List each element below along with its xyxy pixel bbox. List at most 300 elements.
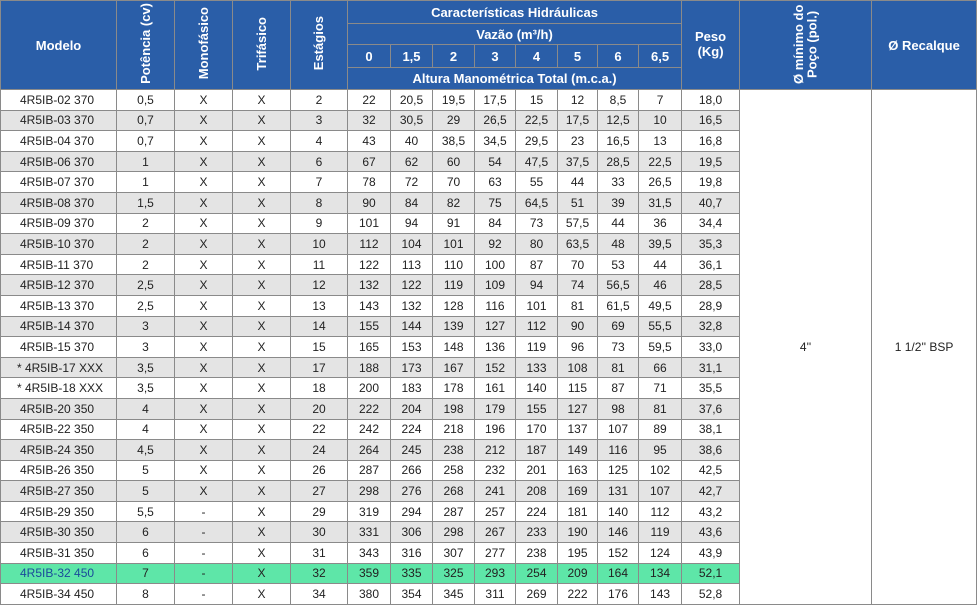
power-cell: 2 xyxy=(117,234,175,255)
flow-value: 6,5 xyxy=(639,45,682,68)
power-cell: 3 xyxy=(117,337,175,358)
model-cell: 4R5IB-09 370 xyxy=(1,213,117,234)
head-value-cell: 196 xyxy=(475,419,516,440)
head-value-cell: 198 xyxy=(433,398,475,419)
mono-cell: X xyxy=(175,90,233,111)
model-cell: 4R5IB-15 370 xyxy=(1,337,117,358)
power-cell: 1 xyxy=(117,151,175,172)
head-value-cell: 29,5 xyxy=(516,131,558,152)
head-value-cell: 140 xyxy=(516,378,558,399)
stages-cell: 2 xyxy=(291,90,348,111)
head-value-cell: 287 xyxy=(348,460,391,481)
model-cell: 4R5IB-03 370 xyxy=(1,110,117,131)
head-value-cell: 125 xyxy=(598,460,639,481)
head-value-cell: 48 xyxy=(598,234,639,255)
head-value-cell: 116 xyxy=(475,295,516,316)
head-value-cell: 212 xyxy=(475,440,516,461)
model-cell: 4R5IB-11 370 xyxy=(1,254,117,275)
col-header-tri-label: Trifásico xyxy=(253,16,269,71)
head-value-cell: 82 xyxy=(433,192,475,213)
tri-cell: X xyxy=(233,563,291,584)
head-value-cell: 204 xyxy=(391,398,433,419)
weight-cell: 40,7 xyxy=(682,192,740,213)
head-value-cell: 115 xyxy=(558,378,598,399)
tri-cell: X xyxy=(233,213,291,234)
head-value-cell: 51 xyxy=(558,192,598,213)
head-value-cell: 49,5 xyxy=(639,295,682,316)
mono-cell: X xyxy=(175,357,233,378)
head-value-cell: 139 xyxy=(433,316,475,337)
head-value-cell: 13 xyxy=(639,131,682,152)
tri-cell: X xyxy=(233,440,291,461)
mono-cell: X xyxy=(175,378,233,399)
head-value-cell: 188 xyxy=(348,357,391,378)
head-value-cell: 30,5 xyxy=(391,110,433,131)
col-header-well-diameter xyxy=(740,1,872,90)
head-value-cell: 80 xyxy=(516,234,558,255)
head-value-cell: 155 xyxy=(348,316,391,337)
tri-cell: X xyxy=(233,131,291,152)
head-value-cell: 74 xyxy=(558,275,598,296)
col-header-power xyxy=(117,1,175,90)
head-value-cell: 169 xyxy=(558,481,598,502)
power-cell: 8 xyxy=(117,584,175,605)
mono-cell: X xyxy=(175,337,233,358)
head-value-cell: 137 xyxy=(558,419,598,440)
model-cell: 4R5IB-32 450 xyxy=(1,563,117,584)
model-cell: 4R5IB-20 350 xyxy=(1,398,117,419)
power-cell: 4,5 xyxy=(117,440,175,461)
head-value-cell: 254 xyxy=(516,563,558,584)
head-value-cell: 36 xyxy=(639,213,682,234)
stages-cell: 12 xyxy=(291,275,348,296)
mono-cell: X xyxy=(175,440,233,461)
head-value-cell: 29 xyxy=(433,110,475,131)
power-cell: 1 xyxy=(117,172,175,193)
stages-cell: 34 xyxy=(291,584,348,605)
head-value-cell: 319 xyxy=(348,501,391,522)
head-value-cell: 232 xyxy=(475,460,516,481)
weight-cell: 32,8 xyxy=(682,316,740,337)
head-value-cell: 102 xyxy=(639,460,682,481)
mono-cell: X xyxy=(175,275,233,296)
head-value-cell: 26,5 xyxy=(475,110,516,131)
col-header-power-label: Potência (cv) xyxy=(137,3,153,84)
head-value-cell: 178 xyxy=(433,378,475,399)
head-value-cell: 307 xyxy=(433,543,475,564)
head-value-cell: 57,5 xyxy=(558,213,598,234)
head-value-cell: 316 xyxy=(391,543,433,564)
head-value-cell: 60 xyxy=(433,151,475,172)
head-value-cell: 218 xyxy=(433,419,475,440)
weight-cell: 38,1 xyxy=(682,419,740,440)
head-value-cell: 17,5 xyxy=(558,110,598,131)
head-value-cell: 222 xyxy=(558,584,598,605)
head-value-cell: 66 xyxy=(639,357,682,378)
head-value-cell: 298 xyxy=(348,481,391,502)
head-value-cell: 173 xyxy=(391,357,433,378)
head-value-cell: 62 xyxy=(391,151,433,172)
head-value-cell: 33 xyxy=(598,172,639,193)
col-header-stages xyxy=(291,1,348,90)
tri-cell: X xyxy=(233,501,291,522)
tri-cell: X xyxy=(233,584,291,605)
mono-cell: X xyxy=(175,172,233,193)
tri-cell: X xyxy=(233,295,291,316)
head-value-cell: 98 xyxy=(598,398,639,419)
power-cell: 4 xyxy=(117,419,175,440)
head-value-cell: 143 xyxy=(639,584,682,605)
head-value-cell: 90 xyxy=(558,316,598,337)
head-value-cell: 12 xyxy=(558,90,598,111)
head-value-cell: 208 xyxy=(516,481,558,502)
power-cell: 2 xyxy=(117,213,175,234)
head-value-cell: 161 xyxy=(475,378,516,399)
head-value-cell: 32 xyxy=(348,110,391,131)
head-value-cell: 238 xyxy=(516,543,558,564)
tri-cell: X xyxy=(233,316,291,337)
head-value-cell: 7 xyxy=(639,90,682,111)
stages-cell: 14 xyxy=(291,316,348,337)
tri-cell: X xyxy=(233,234,291,255)
head-value-cell: 107 xyxy=(639,481,682,502)
stages-cell: 31 xyxy=(291,543,348,564)
head-value-cell: 92 xyxy=(475,234,516,255)
tri-cell: X xyxy=(233,357,291,378)
head-value-cell: 359 xyxy=(348,563,391,584)
model-cell: 4R5IB-02 370 xyxy=(1,90,117,111)
head-value-cell: 26,5 xyxy=(639,172,682,193)
head-value-cell: 22,5 xyxy=(639,151,682,172)
head-value-cell: 87 xyxy=(516,254,558,275)
head-value-cell: 96 xyxy=(558,337,598,358)
head-value-cell: 276 xyxy=(391,481,433,502)
power-cell: 2,5 xyxy=(117,295,175,316)
head-value-cell: 164 xyxy=(598,563,639,584)
stages-cell: 22 xyxy=(291,419,348,440)
model-cell: 4R5IB-07 370 xyxy=(1,172,117,193)
head-value-cell: 69 xyxy=(598,316,639,337)
head-value-cell: 81 xyxy=(639,398,682,419)
head-value-cell: 37,5 xyxy=(558,151,598,172)
head-value-cell: 107 xyxy=(598,419,639,440)
mono-cell: X xyxy=(175,295,233,316)
power-cell: 6 xyxy=(117,543,175,564)
head-value-cell: 224 xyxy=(391,419,433,440)
head-value-cell: 170 xyxy=(516,419,558,440)
well-diameter-cell: 4'' xyxy=(740,90,872,605)
power-cell: 4 xyxy=(117,398,175,419)
power-cell: 0,7 xyxy=(117,131,175,152)
head-value-cell: 61,5 xyxy=(598,295,639,316)
head-value-cell: 70 xyxy=(558,254,598,275)
model-cell: 4R5IB-10 370 xyxy=(1,234,117,255)
head-value-cell: 277 xyxy=(475,543,516,564)
head-value-cell: 257 xyxy=(475,501,516,522)
head-value-cell: 59,5 xyxy=(639,337,682,358)
stages-cell: 32 xyxy=(291,563,348,584)
head-value-cell: 91 xyxy=(433,213,475,234)
head-value-cell: 134 xyxy=(639,563,682,584)
tri-cell: X xyxy=(233,90,291,111)
model-cell: 4R5IB-06 370 xyxy=(1,151,117,172)
model-cell: 4R5IB-08 370 xyxy=(1,192,117,213)
head-value-cell: 354 xyxy=(391,584,433,605)
head-value-cell: 112 xyxy=(348,234,391,255)
head-value-cell: 269 xyxy=(516,584,558,605)
head-value-cell: 181 xyxy=(558,501,598,522)
head-value-cell: 242 xyxy=(348,419,391,440)
weight-cell: 43,9 xyxy=(682,543,740,564)
head-value-cell: 94 xyxy=(391,213,433,234)
head-value-cell: 44 xyxy=(558,172,598,193)
head-value-cell: 100 xyxy=(475,254,516,275)
head-value-cell: 23 xyxy=(558,131,598,152)
flow-value: 6 xyxy=(598,45,639,68)
stages-cell: 27 xyxy=(291,481,348,502)
head-value-cell: 46 xyxy=(639,275,682,296)
power-cell: 5,5 xyxy=(117,501,175,522)
head-value-cell: 20,5 xyxy=(391,90,433,111)
head-value-cell: 53 xyxy=(598,254,639,275)
tri-cell: X xyxy=(233,460,291,481)
head-value-cell: 258 xyxy=(433,460,475,481)
model-cell: 4R5IB-04 370 xyxy=(1,131,117,152)
head-value-cell: 44 xyxy=(598,213,639,234)
weight-cell: 52,1 xyxy=(682,563,740,584)
stages-cell: 4 xyxy=(291,131,348,152)
head-value-cell: 112 xyxy=(639,501,682,522)
stages-cell: 3 xyxy=(291,110,348,131)
model-cell: 4R5IB-29 350 xyxy=(1,501,117,522)
model-cell: 4R5IB-22 350 xyxy=(1,419,117,440)
head-value-cell: 127 xyxy=(558,398,598,419)
head-value-cell: 245 xyxy=(391,440,433,461)
head-value-cell: 148 xyxy=(433,337,475,358)
weight-cell: 43,2 xyxy=(682,501,740,522)
head-value-cell: 109 xyxy=(475,275,516,296)
head-value-cell: 183 xyxy=(391,378,433,399)
head-value-cell: 119 xyxy=(639,522,682,543)
stages-cell: 15 xyxy=(291,337,348,358)
head-value-cell: 54 xyxy=(475,151,516,172)
power-cell: 6 xyxy=(117,522,175,543)
tri-cell: X xyxy=(233,254,291,275)
head-value-cell: 222 xyxy=(348,398,391,419)
head-value-cell: 101 xyxy=(433,234,475,255)
stages-cell: 10 xyxy=(291,234,348,255)
head-value-cell: 81 xyxy=(598,357,639,378)
head-value-cell: 28,5 xyxy=(598,151,639,172)
head-value-cell: 89 xyxy=(639,419,682,440)
model-cell: 4R5IB-26 350 xyxy=(1,460,117,481)
head-value-cell: 152 xyxy=(475,357,516,378)
model-cell: * 4R5IB-17 XXX xyxy=(1,357,117,378)
stages-cell: 30 xyxy=(291,522,348,543)
head-value-cell: 108 xyxy=(558,357,598,378)
head-value-cell: 152 xyxy=(598,543,639,564)
weight-cell: 37,6 xyxy=(682,398,740,419)
stages-cell: 6 xyxy=(291,151,348,172)
power-cell: 0,5 xyxy=(117,90,175,111)
weight-cell: 19,8 xyxy=(682,172,740,193)
power-cell: 5 xyxy=(117,481,175,502)
model-cell: 4R5IB-34 450 xyxy=(1,584,117,605)
head-value-cell: 131 xyxy=(598,481,639,502)
head-value-cell: 55,5 xyxy=(639,316,682,337)
head-value-cell: 267 xyxy=(475,522,516,543)
power-cell: 2,5 xyxy=(117,275,175,296)
flow-value: 5 xyxy=(558,45,598,68)
head-value-cell: 70 xyxy=(433,172,475,193)
head-value-cell: 136 xyxy=(475,337,516,358)
head-value-cell: 113 xyxy=(391,254,433,275)
head-value-cell: 146 xyxy=(598,522,639,543)
col-header-mono-label: Monofásico xyxy=(195,7,211,80)
stages-cell: 26 xyxy=(291,460,348,481)
col-header-hydraulics: Características Hidráulicas xyxy=(348,1,682,24)
head-value-cell: 343 xyxy=(348,543,391,564)
head-value-cell: 122 xyxy=(391,275,433,296)
head-value-cell: 119 xyxy=(516,337,558,358)
head-value-cell: 264 xyxy=(348,440,391,461)
head-value-cell: 132 xyxy=(348,275,391,296)
head-value-cell: 73 xyxy=(598,337,639,358)
col-header-model: Modelo xyxy=(1,1,117,90)
weight-cell: 38,6 xyxy=(682,440,740,461)
weight-cell: 28,9 xyxy=(682,295,740,316)
head-value-cell: 195 xyxy=(558,543,598,564)
head-value-cell: 153 xyxy=(391,337,433,358)
head-value-cell: 325 xyxy=(433,563,475,584)
head-value-cell: 16,5 xyxy=(598,131,639,152)
head-value-cell: 331 xyxy=(348,522,391,543)
head-value-cell: 38,5 xyxy=(433,131,475,152)
head-value-cell: 22 xyxy=(348,90,391,111)
stages-cell: 11 xyxy=(291,254,348,275)
head-value-cell: 133 xyxy=(516,357,558,378)
head-value-cell: 22,5 xyxy=(516,110,558,131)
head-value-cell: 187 xyxy=(516,440,558,461)
head-value-cell: 119 xyxy=(433,275,475,296)
tri-cell: X xyxy=(233,378,291,399)
head-value-cell: 298 xyxy=(433,522,475,543)
head-value-cell: 19,5 xyxy=(433,90,475,111)
head-value-cell: 380 xyxy=(348,584,391,605)
head-value-cell: 84 xyxy=(391,192,433,213)
head-value-cell: 43 xyxy=(348,131,391,152)
table-body xyxy=(1,90,977,605)
head-value-cell: 101 xyxy=(348,213,391,234)
head-value-cell: 209 xyxy=(558,563,598,584)
weight-cell: 16,5 xyxy=(682,110,740,131)
power-cell: 5 xyxy=(117,460,175,481)
head-value-cell: 112 xyxy=(516,316,558,337)
head-value-cell: 94 xyxy=(516,275,558,296)
head-value-cell: 95 xyxy=(639,440,682,461)
head-value-cell: 122 xyxy=(348,254,391,275)
power-cell: 1,5 xyxy=(117,192,175,213)
tri-cell: X xyxy=(233,110,291,131)
head-value-cell: 47,5 xyxy=(516,151,558,172)
head-value-cell: 84 xyxy=(475,213,516,234)
stages-cell: 17 xyxy=(291,357,348,378)
head-value-cell: 75 xyxy=(475,192,516,213)
model-cell: 4R5IB-31 350 xyxy=(1,543,117,564)
weight-cell: 43,6 xyxy=(682,522,740,543)
model-cell: 4R5IB-12 370 xyxy=(1,275,117,296)
flow-value: 3 xyxy=(475,45,516,68)
mono-cell: X xyxy=(175,460,233,481)
col-header-head: Altura Manométrica Total (m.c.a.) xyxy=(348,68,682,90)
head-value-cell: 294 xyxy=(391,501,433,522)
mono-cell: - xyxy=(175,522,233,543)
head-value-cell: 127 xyxy=(475,316,516,337)
head-value-cell: 233 xyxy=(516,522,558,543)
col-header-flow: Vazão (m³/h) xyxy=(348,24,682,45)
stages-cell: 8 xyxy=(291,192,348,213)
weight-cell: 42,5 xyxy=(682,460,740,481)
head-value-cell: 287 xyxy=(433,501,475,522)
head-value-cell: 39 xyxy=(598,192,639,213)
power-cell: 3,5 xyxy=(117,378,175,399)
head-value-cell: 72 xyxy=(391,172,433,193)
head-value-cell: 64,5 xyxy=(516,192,558,213)
head-value-cell: 104 xyxy=(391,234,433,255)
mono-cell: - xyxy=(175,563,233,584)
mono-cell: X xyxy=(175,254,233,275)
head-value-cell: 44 xyxy=(639,254,682,275)
head-value-cell: 311 xyxy=(475,584,516,605)
head-value-cell: 34,5 xyxy=(475,131,516,152)
stages-cell: 13 xyxy=(291,295,348,316)
col-header-tri xyxy=(233,1,291,90)
head-value-cell: 124 xyxy=(639,543,682,564)
head-value-cell: 78 xyxy=(348,172,391,193)
head-value-cell: 31,5 xyxy=(639,192,682,213)
head-value-cell: 101 xyxy=(516,295,558,316)
head-value-cell: 56,5 xyxy=(598,275,639,296)
weight-cell: 28,5 xyxy=(682,275,740,296)
model-cell: 4R5IB-27 350 xyxy=(1,481,117,502)
head-value-cell: 116 xyxy=(598,440,639,461)
mono-cell: X xyxy=(175,419,233,440)
head-value-cell: 266 xyxy=(391,460,433,481)
head-value-cell: 201 xyxy=(516,460,558,481)
tri-cell: X xyxy=(233,172,291,193)
table-row xyxy=(1,90,977,111)
head-value-cell: 90 xyxy=(348,192,391,213)
head-value-cell: 155 xyxy=(516,398,558,419)
power-cell: 3 xyxy=(117,316,175,337)
mono-cell: X xyxy=(175,131,233,152)
flow-value: 4 xyxy=(516,45,558,68)
power-cell: 3,5 xyxy=(117,357,175,378)
tri-cell: X xyxy=(233,192,291,213)
weight-cell: 19,5 xyxy=(682,151,740,172)
head-value-cell: 238 xyxy=(433,440,475,461)
mono-cell: X xyxy=(175,316,233,337)
stages-cell: 7 xyxy=(291,172,348,193)
head-value-cell: 190 xyxy=(558,522,598,543)
head-value-cell: 149 xyxy=(558,440,598,461)
head-value-cell: 345 xyxy=(433,584,475,605)
col-header-weight: Peso (Kg) xyxy=(682,1,740,90)
stages-cell: 9 xyxy=(291,213,348,234)
flow-value: 1,5 xyxy=(391,45,433,68)
weight-cell: 31,1 xyxy=(682,357,740,378)
head-value-cell: 81 xyxy=(558,295,598,316)
